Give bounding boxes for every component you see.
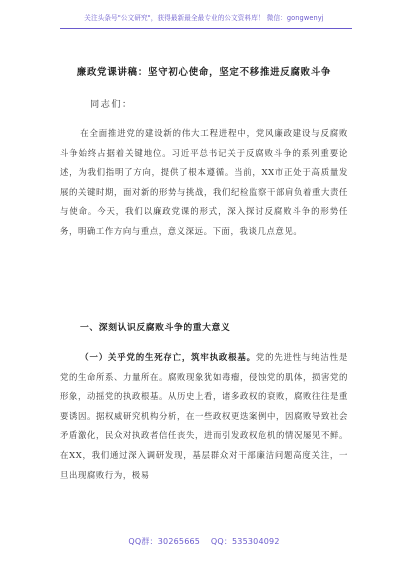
footer-qq-group: QQ群：30265665 [128,537,201,546]
intro-paragraph [60,124,348,242]
salutation: 同志们： [90,99,133,110]
document-title: 廉政党课讲稿：坚守初心使命，坚定不移推进反腐败斗争 [76,67,332,78]
footer [0,536,408,547]
subsection-body-text: 党的先进性与纯洁性是党的生命所系、力量所在。腐败现象犹如毒瘤，侵蚀党的肌体，损害党的形象，动摇党的执政根基。从历史上看，诸多政权的衰败，腐败往往是重要诱因。据权威研究机构分析，在一些政权更迭案例中，因腐败导致社会矛盾激化，民众对执政者信任丧失，进而引发政权危机的情况屡见不鲜。在XX，我们通过深入调研发现，基层群众对干部廉洁问题高度关注，一旦出现腐败行为，极易 [60,352,349,480]
section-heading: 一、深刻认识反腐败斗争的重大意义 [80,323,231,333]
intro-paragraph-text: 在全面推进党的建设新的伟大工程进程中，党风廉政建设与反腐败斗争始终占据着关键地位。习近平总书记关于反腐败斗争的系列重要论述，为我们指明了方向，提供了根本遵循。当前，XX市正处于高质量发展的关键时期，面对新的形势与挑战，我们纪检监察干部肩负着重大责任与使命。今天，我们以廉政党课的形式，深入探讨反腐败斗争的形势任务，明确工作方向与重点，意义深远。下面，我谈几点意见。 [60,128,348,236]
footer-qq-contact: QQ：535304092 [210,537,280,546]
subsection-paragraph [60,348,348,485]
header-banner: 关注头条号"公文研究"，获得最新最全最专业的公文资料库！ 微信：gongwenyj [84,14,324,22]
header-divider [60,28,352,29]
subsection-heading: （一）关乎党的生死存亡，筑牢执政根基。 [80,352,256,362]
